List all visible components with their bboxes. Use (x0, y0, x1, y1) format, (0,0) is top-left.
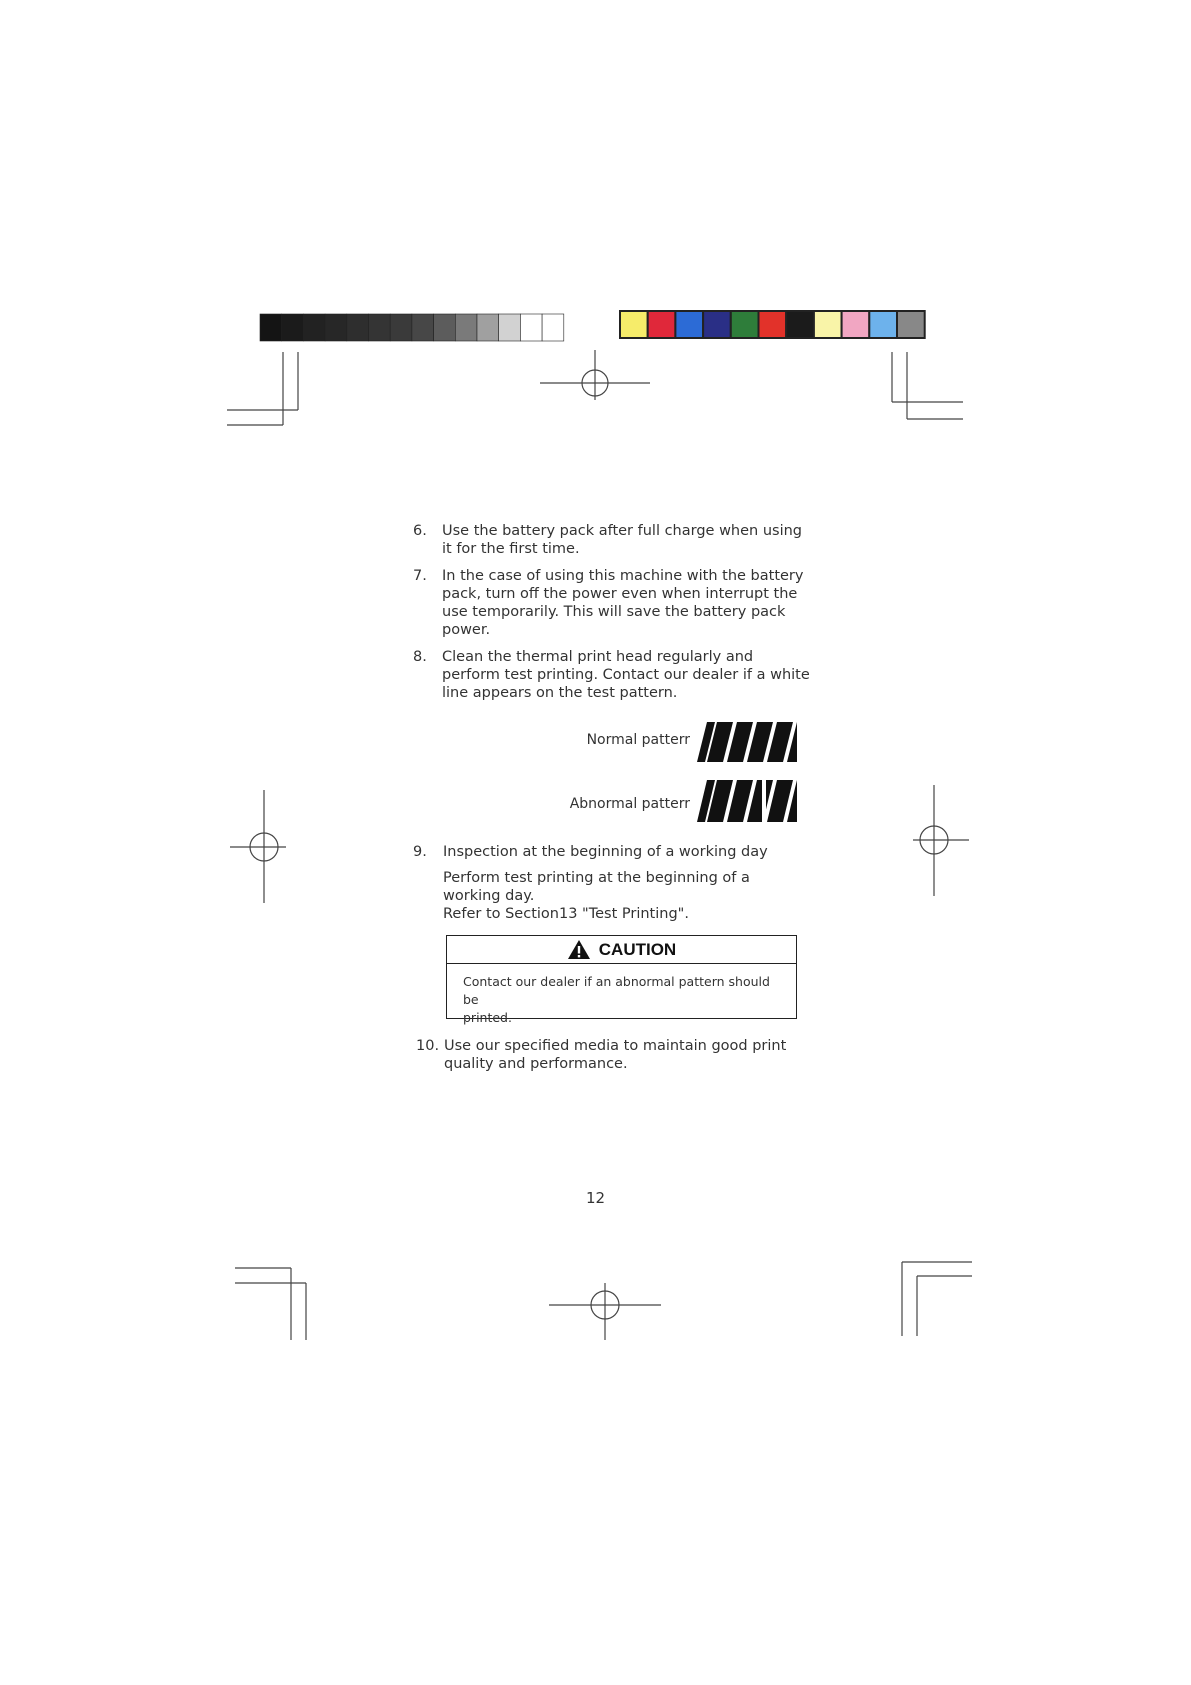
detail-line: Perform test printing at the beginning of a (443, 870, 750, 886)
caution-line: Contact our dealer if an abnormal pattern should be (463, 974, 770, 1007)
calibration-swatch (542, 314, 564, 341)
page-number: 12 (586, 1189, 606, 1207)
calibration-swatch (759, 311, 787, 338)
calibration-swatch (499, 314, 521, 341)
registration-mark-bottom (549, 1283, 661, 1340)
caution-message (447, 964, 796, 1027)
item-line: Inspection at the beginning of a working day (443, 844, 768, 860)
calibration-swatch (648, 311, 676, 338)
calibration-swatch (814, 311, 842, 338)
calibration-swatch (347, 314, 369, 341)
detail-line: Refer to Section13 "Test Printing". (443, 906, 689, 922)
crop-mark-top-left (227, 352, 298, 425)
item-line: In the case of using this machine with the battery (442, 568, 804, 584)
abnormal-test-pattern (697, 778, 797, 824)
calibration-swatch (434, 314, 456, 341)
calibration-swatch (842, 311, 870, 338)
warning-icon (567, 939, 591, 960)
item-line: line appears on the test pattern. (442, 685, 678, 701)
abnormal-pattern-label: Abnormal patterr (569, 796, 690, 812)
normal-pattern-label: Normal patterr (586, 732, 690, 748)
crop-mark-bottom-right (902, 1262, 972, 1336)
item-9-detail (443, 869, 823, 923)
calibration-swatch (260, 314, 282, 341)
calibration-swatch (303, 314, 325, 341)
calibration-swatch (703, 311, 731, 338)
item-line: Clean the thermal print head regularly and (442, 649, 754, 665)
registration-mark-right (913, 785, 969, 896)
item-line: power. (442, 622, 491, 638)
item-line: pack, turn off the power even when interrupt the (442, 586, 798, 602)
caution-line: printed. (463, 1010, 512, 1025)
missing-line-gap (762, 778, 766, 824)
calibration-swatch (390, 314, 412, 341)
registration-mark-top (540, 350, 650, 400)
item-text (443, 843, 768, 861)
item-number: 8. (413, 649, 427, 665)
crop-mark-top-right (892, 352, 963, 419)
item-line: Use the battery pack after full charge when using (442, 523, 803, 539)
grayscale-calibration-bar (260, 314, 564, 341)
calibration-swatch (282, 314, 304, 341)
caution-title: CAUTION (598, 939, 677, 959)
item-text (442, 648, 810, 702)
calibration-swatch (620, 311, 648, 338)
calibration-swatch (520, 314, 542, 341)
calibration-swatch (325, 314, 347, 341)
item-text (442, 522, 802, 558)
detail-line: working day. (443, 888, 535, 904)
item-text (442, 567, 803, 639)
calibration-swatch (412, 314, 434, 341)
caution-header (447, 936, 796, 964)
item-line: Use our specified media to maintain good print (444, 1038, 787, 1054)
caution-box (446, 935, 797, 1025)
calibration-swatch (897, 311, 925, 338)
crop-mark-bottom-left (235, 1268, 306, 1340)
item-number: 7. (413, 568, 427, 584)
item-text (444, 1037, 786, 1073)
item-number: 10. (416, 1038, 440, 1054)
item-number: 6. (413, 523, 427, 539)
calibration-swatch (869, 311, 897, 338)
calibration-swatch (369, 314, 391, 341)
item-line: perform test printing. Contact our dealer if a white (442, 667, 810, 683)
registration-mark-left (230, 790, 286, 903)
calibration-swatch (455, 314, 477, 341)
item-number: 9. (413, 844, 427, 860)
calibration-swatch (675, 311, 703, 338)
item-line: it for the first time. (442, 541, 580, 557)
normal-test-pattern (697, 722, 797, 762)
item-line: use temporarily. This will save the battery pack (442, 604, 786, 620)
item-line: quality and performance. (444, 1056, 628, 1072)
calibration-swatch (731, 311, 759, 338)
calibration-swatch (477, 314, 499, 341)
calibration-swatch (786, 311, 814, 338)
color-calibration-bar (620, 311, 925, 338)
